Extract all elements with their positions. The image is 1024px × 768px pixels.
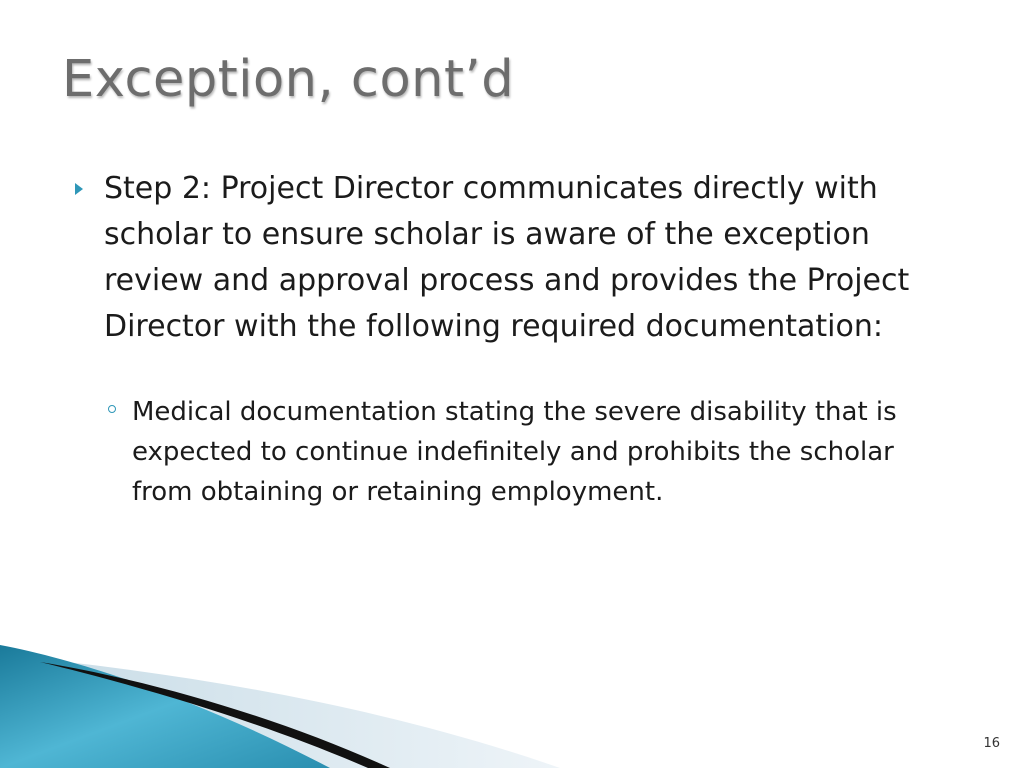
page-number: 16	[983, 736, 1000, 751]
slide-title: Exception, cont’d	[62, 50, 515, 109]
bullet-text: Step 2: Project Director communicates directly with scholar to ensure scholar is aware of the exception review and approval process and provides the Project Director with the following required documentation:	[104, 171, 910, 344]
sub-bullet-text: Medical documentation stating the severe disability that is expected to continue indefinitely and prohibits the scholar from obtaining or retaining employment.	[132, 397, 897, 507]
